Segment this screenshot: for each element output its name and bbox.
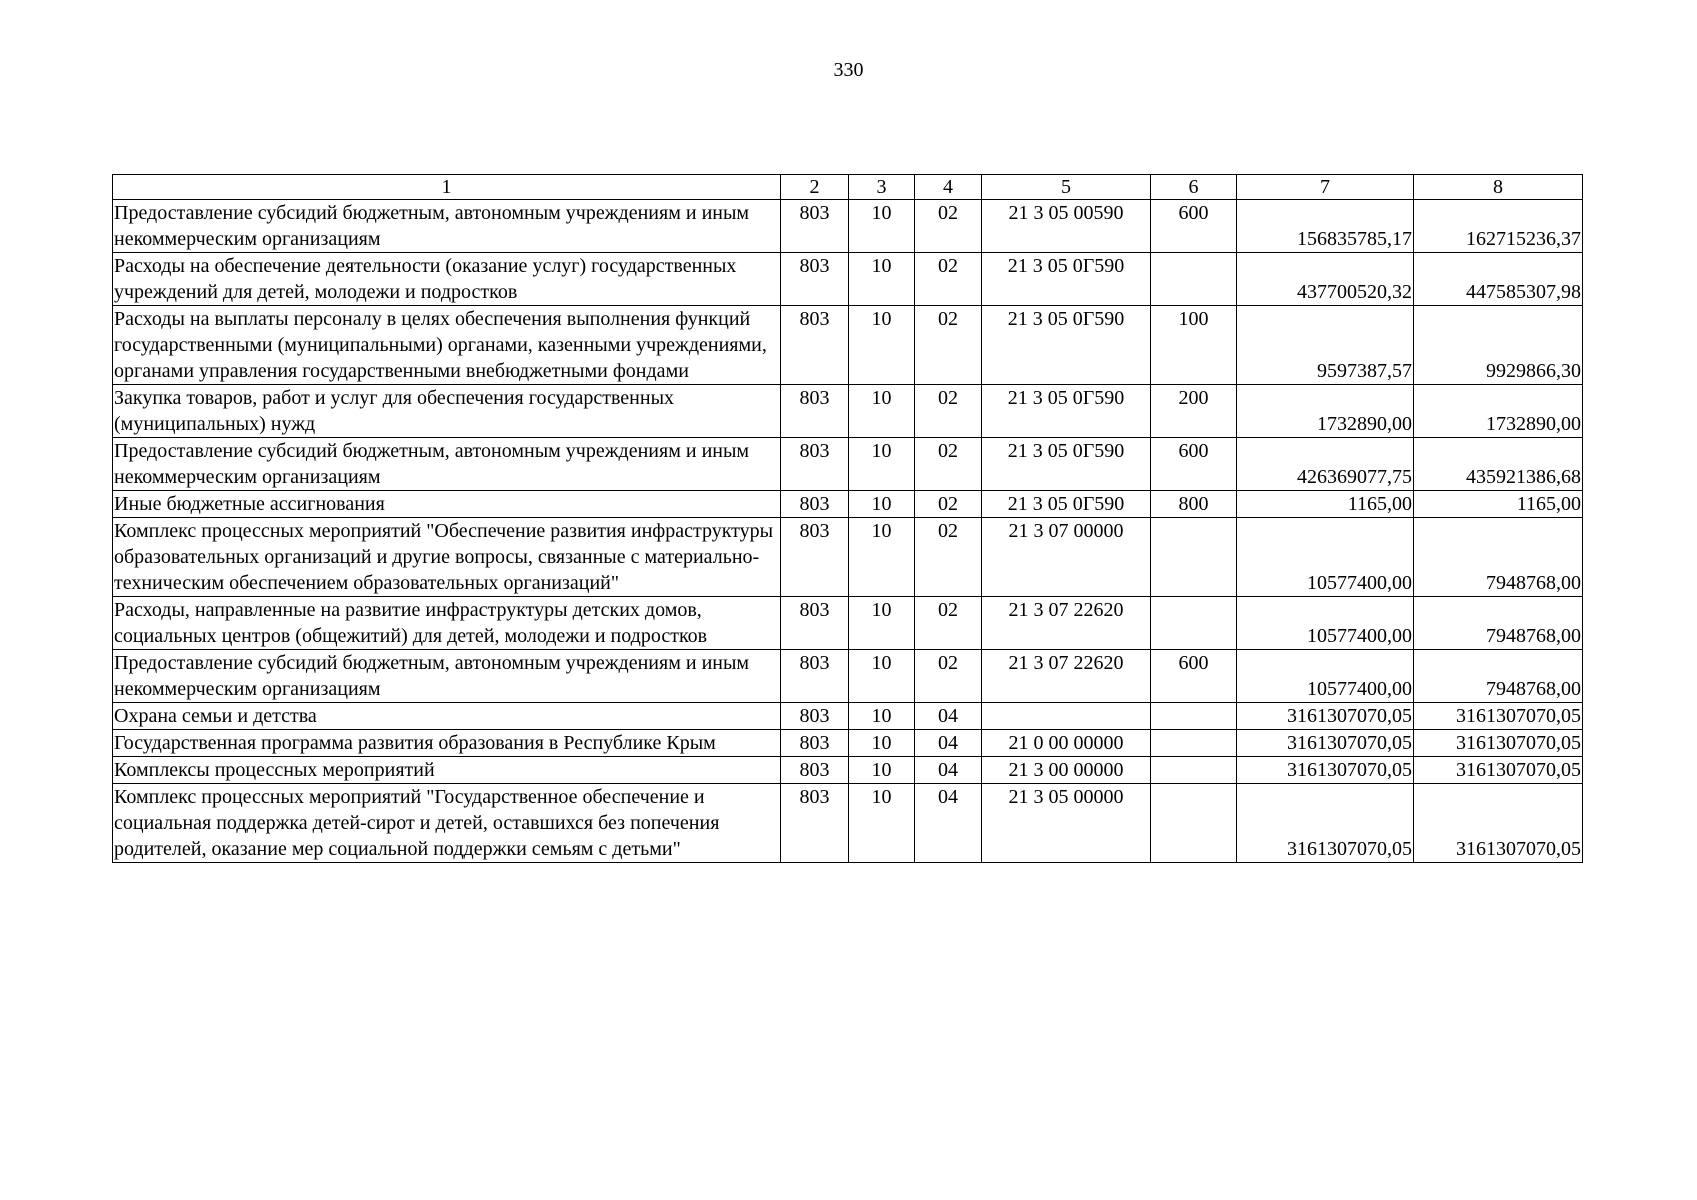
table-row — [113, 200, 1583, 253]
row-section-code: 10 — [849, 438, 915, 491]
row-subsection-code: 04 — [915, 730, 982, 757]
row-subsection-code: 02 — [915, 518, 982, 597]
row-section-code: 10 — [849, 253, 915, 306]
row-amount-col7: 426369077,75 — [1237, 438, 1414, 491]
row-target-code: 21 3 05 00590 — [982, 200, 1151, 253]
table-row — [113, 385, 1583, 438]
column-header: 5 — [982, 175, 1151, 200]
column-header: 8 — [1414, 175, 1583, 200]
row-expense-type-code — [1151, 597, 1237, 650]
row-amount-col7: 1165,00 — [1237, 491, 1414, 518]
row-target-code: 21 3 05 00000 — [982, 784, 1151, 863]
row-amount-col8: 9929866,30 — [1414, 306, 1583, 385]
row-target-code: 21 3 05 0Г590 — [982, 306, 1151, 385]
row-name: Охрана семьи и детства — [113, 703, 781, 730]
row-subsection-code: 04 — [915, 703, 982, 730]
row-amount-col8: 7948768,00 — [1414, 518, 1583, 597]
row-amount-col7: 3161307070,05 — [1237, 703, 1414, 730]
row-ministry-code: 803 — [781, 518, 849, 597]
row-amount-col8: 3161307070,05 — [1414, 730, 1583, 757]
column-header: 6 — [1151, 175, 1237, 200]
row-amount-col8: 447585307,98 — [1414, 253, 1583, 306]
row-expense-type-code — [1151, 518, 1237, 597]
row-section-code: 10 — [849, 518, 915, 597]
row-expense-type-code: 600 — [1151, 650, 1237, 703]
row-ministry-code: 803 — [781, 253, 849, 306]
row-ministry-code: 803 — [781, 200, 849, 253]
row-name: Предоставление субсидий бюджетным, автономным учреждениям и иным некоммерческим организациям — [113, 438, 781, 491]
row-amount-col8: 3161307070,05 — [1414, 703, 1583, 730]
row-amount-col7: 10577400,00 — [1237, 650, 1414, 703]
row-expense-type-code: 200 — [1151, 385, 1237, 438]
row-amount-col7: 156835785,17 — [1237, 200, 1414, 253]
row-amount-col8: 1732890,00 — [1414, 385, 1583, 438]
row-section-code: 10 — [849, 597, 915, 650]
row-name: Комплексы процессных мероприятий — [113, 757, 781, 784]
row-name: Расходы на обеспечение деятельности (оказание услуг) государственных учреждений для детей, молодежи и подростков — [113, 253, 781, 306]
table-row — [113, 306, 1583, 385]
row-amount-col8: 435921386,68 — [1414, 438, 1583, 491]
row-ministry-code: 803 — [781, 730, 849, 757]
row-target-code: 21 0 00 00000 — [982, 730, 1151, 757]
row-name: Государственная программа развития образования в Республике Крым — [113, 730, 781, 757]
table-row — [113, 438, 1583, 491]
row-target-code: 21 3 07 22620 — [982, 597, 1151, 650]
row-section-code: 10 — [849, 385, 915, 438]
row-expense-type-code — [1151, 757, 1237, 784]
row-ministry-code: 803 — [781, 650, 849, 703]
table-row — [113, 757, 1583, 784]
row-ministry-code: 803 — [781, 438, 849, 491]
row-target-code — [982, 703, 1151, 730]
row-subsection-code: 02 — [915, 253, 982, 306]
row-subsection-code: 02 — [915, 200, 982, 253]
row-section-code: 10 — [849, 757, 915, 784]
row-section-code: 10 — [849, 200, 915, 253]
row-name: Закупка товаров, работ и услуг для обеспечения государственных (муниципальных) нужд — [113, 385, 781, 438]
row-name: Расходы на выплаты персоналу в целях обеспечения выполнения функций государственными (муниципальными) органами, казенными учреждениями, органами управления государственными внебюджетными фондами — [113, 306, 781, 385]
row-target-code: 21 3 00 00000 — [982, 757, 1151, 784]
row-subsection-code: 02 — [915, 306, 982, 385]
row-section-code: 10 — [849, 491, 915, 518]
row-amount-col7: 3161307070,05 — [1237, 757, 1414, 784]
column-header: 1 — [113, 175, 781, 200]
table-row — [113, 730, 1583, 757]
row-amount-col8: 7948768,00 — [1414, 650, 1583, 703]
row-ministry-code: 803 — [781, 703, 849, 730]
row-name: Предоставление субсидий бюджетным, автономным учреждениям и иным некоммерческим организациям — [113, 650, 781, 703]
table-row — [113, 650, 1583, 703]
row-section-code: 10 — [849, 306, 915, 385]
table-row — [113, 253, 1583, 306]
table-row — [113, 491, 1583, 518]
row-amount-col7: 3161307070,05 — [1237, 784, 1414, 863]
table-row — [113, 703, 1583, 730]
row-amount-col8: 162715236,37 — [1414, 200, 1583, 253]
row-amount-col8: 7948768,00 — [1414, 597, 1583, 650]
row-amount-col7: 1732890,00 — [1237, 385, 1414, 438]
row-section-code: 10 — [849, 730, 915, 757]
row-section-code: 10 — [849, 784, 915, 863]
column-header: 3 — [849, 175, 915, 200]
row-expense-type-code: 600 — [1151, 438, 1237, 491]
row-ministry-code: 803 — [781, 757, 849, 784]
table-row — [113, 518, 1583, 597]
row-expense-type-code — [1151, 253, 1237, 306]
row-ministry-code: 803 — [781, 597, 849, 650]
row-name: Комплекс процессных мероприятий "Обеспечение развития инфраструктуры образовательных организаций и другие вопросы, связанные с материально-техническим обеспечением образовательных организаций" — [113, 518, 781, 597]
row-expense-type-code: 600 — [1151, 200, 1237, 253]
row-expense-type-code — [1151, 784, 1237, 863]
row-section-code: 10 — [849, 650, 915, 703]
row-amount-col7: 3161307070,05 — [1237, 730, 1414, 757]
row-section-code: 10 — [849, 703, 915, 730]
row-target-code: 21 3 07 00000 — [982, 518, 1151, 597]
row-amount-col7: 9597387,57 — [1237, 306, 1414, 385]
row-name: Предоставление субсидий бюджетным, автономным учреждениям и иным некоммерческим организациям — [113, 200, 781, 253]
row-amount-col8: 1165,00 — [1414, 491, 1583, 518]
header-row — [113, 175, 1583, 200]
table-row — [113, 597, 1583, 650]
budget-table — [112, 174, 1583, 863]
row-target-code: 21 3 05 0Г590 — [982, 253, 1151, 306]
column-header: 4 — [915, 175, 982, 200]
row-name: Иные бюджетные ассигнования — [113, 491, 781, 518]
row-name: Расходы, направленные на развитие инфраструктуры детских домов, социальных центров (общежитий) для детей, молодежи и подростков — [113, 597, 781, 650]
row-ministry-code: 803 — [781, 784, 849, 863]
row-target-code: 21 3 05 0Г590 — [982, 438, 1151, 491]
row-expense-type-code: 100 — [1151, 306, 1237, 385]
row-subsection-code: 02 — [915, 385, 982, 438]
row-subsection-code: 04 — [915, 784, 982, 863]
row-target-code: 21 3 05 0Г590 — [982, 491, 1151, 518]
row-expense-type-code: 800 — [1151, 491, 1237, 518]
row-amount-col8: 3161307070,05 — [1414, 757, 1583, 784]
row-subsection-code: 04 — [915, 757, 982, 784]
table-row — [113, 784, 1583, 863]
row-subsection-code: 02 — [915, 438, 982, 491]
row-expense-type-code — [1151, 730, 1237, 757]
row-ministry-code: 803 — [781, 306, 849, 385]
row-amount-col8: 3161307070,05 — [1414, 784, 1583, 863]
row-name: Комплекс процессных мероприятий "Государственное обеспечение и социальная поддержка детей-сирот и детей, оставшихся без попечения родителей, оказание мер социальной поддержки семьям с детьми" — [113, 784, 781, 863]
row-amount-col7: 437700520,32 — [1237, 253, 1414, 306]
row-expense-type-code — [1151, 703, 1237, 730]
column-header: 7 — [1237, 175, 1414, 200]
row-amount-col7: 10577400,00 — [1237, 597, 1414, 650]
row-subsection-code: 02 — [915, 650, 982, 703]
row-amount-col7: 10577400,00 — [1237, 518, 1414, 597]
page-number: 330 — [833, 59, 864, 81]
row-subsection-code: 02 — [915, 491, 982, 518]
row-subsection-code: 02 — [915, 597, 982, 650]
column-header: 2 — [781, 175, 849, 200]
row-ministry-code: 803 — [781, 385, 849, 438]
row-target-code: 21 3 07 22620 — [982, 650, 1151, 703]
row-target-code: 21 3 05 0Г590 — [982, 385, 1151, 438]
row-ministry-code: 803 — [781, 491, 849, 518]
